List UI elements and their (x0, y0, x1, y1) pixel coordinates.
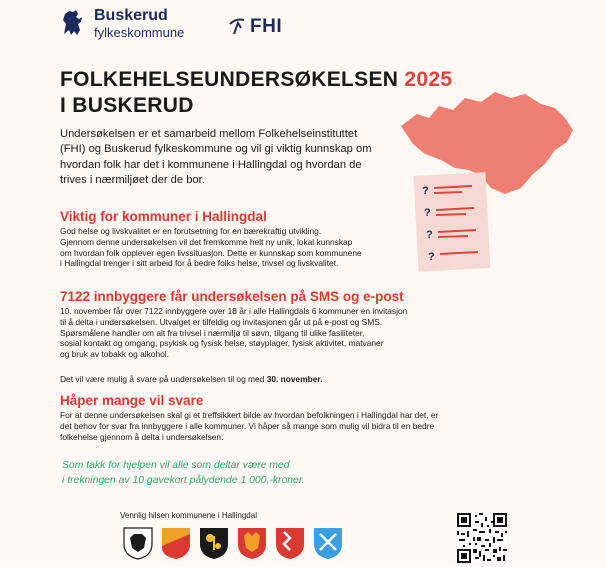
body-line: sosial kontakt og omgang, psykisk og fysisk helse, støyplager, fysisk aktivitet, matvaner (60, 338, 384, 349)
fhi-logo (228, 14, 298, 38)
body-line: folkehelse gjennom å delta i undersøkelsen. (60, 431, 224, 442)
intro-line: (FHI) og Buskerud fylkeskommune og vil gi viktig kunnskap om (60, 143, 372, 156)
body-line: i Hallingdal trenger i sitt arbeid for å bedre folks helse, trivsel og livskvalitet. (60, 258, 339, 269)
title-line2: I BUSKERUD (60, 94, 194, 117)
section-heading-hope: Håper mange vil svare (60, 393, 204, 408)
body-line: God helse og livskvalitet er en forutsetning for en bærekraftig utvikling. (60, 226, 322, 236)
fhi-mark-icon (228, 16, 248, 36)
thanks-line: Som takk for hjelpen vil alle som deltar være med (62, 460, 290, 471)
lion-crest-icon (60, 8, 84, 38)
body-line: Spørsmålene handler om alt fra trivsel i nærmiljø til søvn, tilgang til ulike fasiliteter, (60, 327, 365, 338)
qr-code-icon[interactable] (456, 513, 508, 563)
body-line: til å delta i undersøkelsen. Utvalget er tilfeldig og invitasjonen går ut på e-post og SMS. (60, 316, 383, 327)
title-year: 2025 (404, 68, 453, 91)
section-heading-important: Viktig for kommuner i Hallingdal (60, 209, 267, 224)
question-mark: ? (424, 207, 431, 219)
shield-6-icon (314, 528, 342, 559)
question-mark: ? (426, 229, 433, 241)
body-line: Gjennom denne undersøkelsen vil det fremkomme helt ny unik, lokal kunnskap (60, 236, 353, 247)
body-line: om hvordan folk opplever egen livssituasjon. Dette er kunnskap som kommunene (60, 247, 362, 258)
buskerud-logo (60, 6, 220, 40)
deadline-date: 30. november. (266, 374, 323, 384)
body-line: For at denne undersøkelsen skal gi et treffsikkert bilde av hvordan befolkningen i Hallingdal har det, er (60, 410, 439, 420)
body-line: 10. november får over 7122 innbyggere over 18 år i alle Hallingdals 6 kommuner en invitasjon (60, 306, 408, 316)
shield-3-icon (200, 528, 228, 559)
section-body-important (60, 226, 500, 269)
municipality-shields (122, 526, 342, 560)
shield-4-icon (238, 528, 266, 559)
section-body-recipients (60, 306, 540, 360)
shield-5-icon (276, 528, 304, 559)
intro-line: trives i nærmiljøet der de bor. (60, 173, 205, 186)
section-heading-recipients: 7122 innbyggere får undersøkelsen på SMS og e-post (60, 289, 404, 304)
section-body-hope (60, 410, 540, 442)
title-line1: FOLKEHELSEUNDERSØKELSEN (60, 68, 399, 91)
deadline-line (60, 374, 540, 385)
intro-line: Undersøkelsen er et samarbeid mellom Folkehelseinstituttet (60, 128, 358, 140)
body-line: det behov for svar fra innbyggere i alle kommuner. Vi håper så mange som mulig vil bidra til en bedre (60, 420, 435, 431)
partner-name: FHI (250, 16, 283, 37)
question-mark: ? (422, 185, 429, 197)
intro-paragraph (60, 127, 400, 188)
shield-1-icon (124, 528, 152, 559)
greeting: Vennlig hilsen kommunene i Hallingdal (120, 511, 257, 520)
intro-line: hvordan folk har det i kommunene i Hallingdal og hvordan de (60, 158, 362, 171)
thanks-line: i trekningen av 10 gavekort pålydende 1 000,-kroner. (62, 474, 305, 486)
thanks-message (62, 459, 392, 488)
org-name: Buskerud (94, 7, 168, 24)
shield-2-icon (162, 528, 190, 559)
question-mark: ? (428, 251, 435, 263)
deadline-prefix: Det vil være mulig å svare på undersøkelsen til og med (60, 374, 267, 384)
body-line: og bruk av tobakk og alkohol. (60, 349, 169, 360)
org-sub: fylkeskommune (94, 25, 185, 40)
